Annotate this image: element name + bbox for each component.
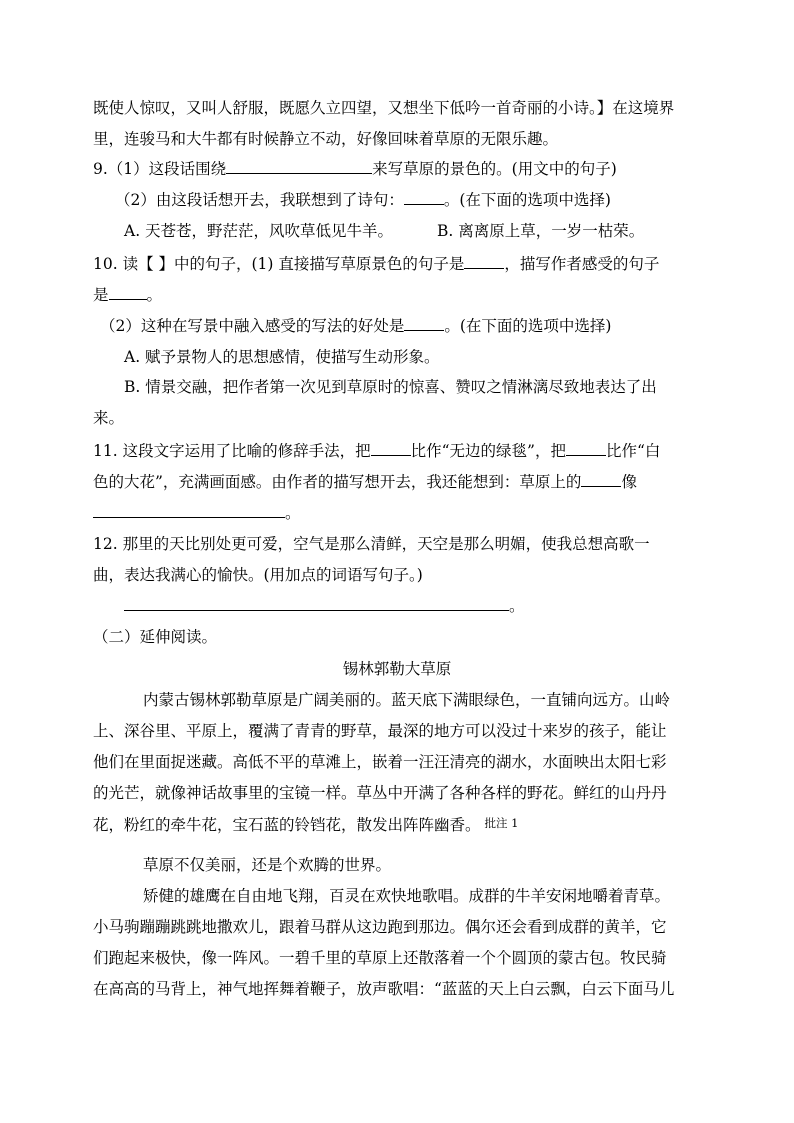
answer-blank[interactable] [371, 440, 411, 456]
article-p1-line-5 [93, 814, 519, 837]
question-11-line-1 [93, 440, 660, 462]
q10-l1-prefix: 10. 读【 】中的句子，(1) 直接描写草原景色的句子是 [93, 255, 465, 273]
q10-option-a[interactable]: A. 赋予景物人的思想感情，使描写生动形象。 [124, 348, 440, 366]
q10-l2-prefix: 是 [93, 286, 109, 304]
q10-option-b-line-1[interactable]: B. 情景交融，把作者第一次见到草原时的惊喜、赞叹之情淋漓尽致地表达了出 [124, 378, 657, 396]
section-heading: （二）延伸阅读。 [93, 628, 218, 646]
q11-l2-b: 像 [621, 473, 637, 491]
q9-a-prefix: 9.（1）这段话围绕 [93, 160, 227, 178]
question-9-part-1 [93, 158, 617, 180]
q12-l3-suffix: 。 [509, 597, 525, 615]
answer-blank[interactable] [581, 471, 621, 487]
passage-line-2: 里，连骏马和大牛都有时候静立不动，好像回味着草原的无限乐趣。 [93, 130, 559, 148]
comment-marker[interactable]: 批注 1 [484, 816, 519, 830]
q11-l1-b: 比作“无边的绿毯”，把 [410, 442, 566, 460]
q11-l3-suffix: 。 [285, 504, 301, 522]
q9-b-suffix: 。(在下面的选项中选择) [443, 191, 611, 209]
article-p1-line-5-text: 花，粉红的牵牛花，宝石蓝的铃铛花，散发出阵阵幽香。 [93, 816, 481, 834]
q10-l3-prefix: （2）这种在写景中融入感受的写法的好处是 [100, 317, 405, 335]
article-title: 锡林郭勒大草原 [342, 660, 452, 678]
answer-blank[interactable] [93, 502, 285, 518]
article-p3-line-3: 们跑起来极快，像一阵风。一碧千里的草原上还散落着一个个圆顶的蒙古包。牧民骑 [93, 949, 667, 967]
answer-blank[interactable] [404, 315, 444, 331]
q9-b-prefix: （2）由这段话想开去，我联想到了诗句： [115, 191, 404, 209]
q9-option-b[interactable]: B. 离离原上草，一岁一枯荣。 [437, 222, 645, 240]
article-p3-line-4: 在高高的马背上，神气地挥舞着鞭子，放声歌唱：“蓝蓝的天上白云飘，白云下面马儿 [93, 980, 675, 998]
article-p1-line-1: 内蒙古锡林郭勒草原是广阔美丽的。蓝天底下满眼绿色，一直铺向远方。山岭 [143, 691, 671, 709]
passage-line-1: 既使人惊叹，又叫人舒服，既愿久立四望，又想坐下低吟一首奇丽的小诗。】在这境界 [93, 99, 675, 117]
article-p1-line-3: 他们在里面捉迷藏。高低不平的草滩上，嵌着一汪汪清亮的湖水，水面映出太阳七彩 [93, 753, 667, 771]
answer-blank[interactable] [226, 158, 372, 174]
q10-option-b-line-2[interactable]: 来。 [93, 409, 125, 427]
article-p2: 草原不仅美丽，还是个欢腾的世界。 [143, 856, 392, 874]
q10-l2-suffix: 。 [146, 286, 163, 304]
question-10-line-1 [93, 253, 659, 275]
answer-blank[interactable] [404, 189, 444, 205]
question-11-line-2 [93, 471, 637, 493]
question-11-line-3 [93, 502, 301, 524]
q10-l3-suffix: 。(在下面的选项中选择) [444, 317, 612, 335]
article-p1-line-4: 的光芒，就像神话故事里的宝镜一样。草丛中开满了各种各样的野花。鲜红的山丹丹 [93, 784, 667, 802]
question-9-part-2 [115, 189, 611, 211]
q9-a-suffix: 来写草原的景色的。(用文中的句子) [372, 160, 617, 178]
q9-option-a[interactable]: A. 天苍苍，野茫茫，风吹草低见牛羊。 [124, 222, 394, 240]
article-p3-line-1: 矫健的雄鹰在自由地飞翔，百灵在欢快地歌唱。成群的牛羊安闲地嚼着青草。 [143, 887, 671, 905]
q10-l1-mid: ，描写作者感受的句子 [504, 255, 660, 273]
answer-blank[interactable] [124, 595, 509, 611]
question-10-line-3 [100, 315, 611, 337]
q11-l1-a: 11. 这段文字运用了比喻的修辞手法，把 [93, 442, 371, 460]
answer-blank[interactable] [109, 284, 147, 300]
article-p3-line-2: 小马驹蹦蹦跳跳地撒欢儿，跟着马群从这边跑到那边。偶尔还会看到成群的黄羊，它 [93, 918, 667, 936]
article-p1-line-2: 上、深谷里、平原上，覆满了青青的野草，最深的地方可以没过十来岁的孩子，能让 [93, 722, 667, 740]
question-12-answer-line [124, 595, 525, 617]
q11-l2-a: 色的大花”，充满画面感。由作者的描写想开去，我还能想到：草原上的 [93, 473, 582, 491]
answer-blank[interactable] [566, 440, 606, 456]
q11-l1-c: 比作“白 [605, 442, 661, 460]
question-12-line-1: 12. 那里的天比别处更可爱，空气是那么清鲜，天空是那么明媚，使我总想高歌一 [93, 535, 650, 553]
question-10-line-2 [93, 284, 162, 306]
question-12-line-2: 曲，表达我满心的愉快。(用加点的词语写句子。) [93, 566, 423, 584]
answer-blank[interactable] [464, 253, 504, 269]
